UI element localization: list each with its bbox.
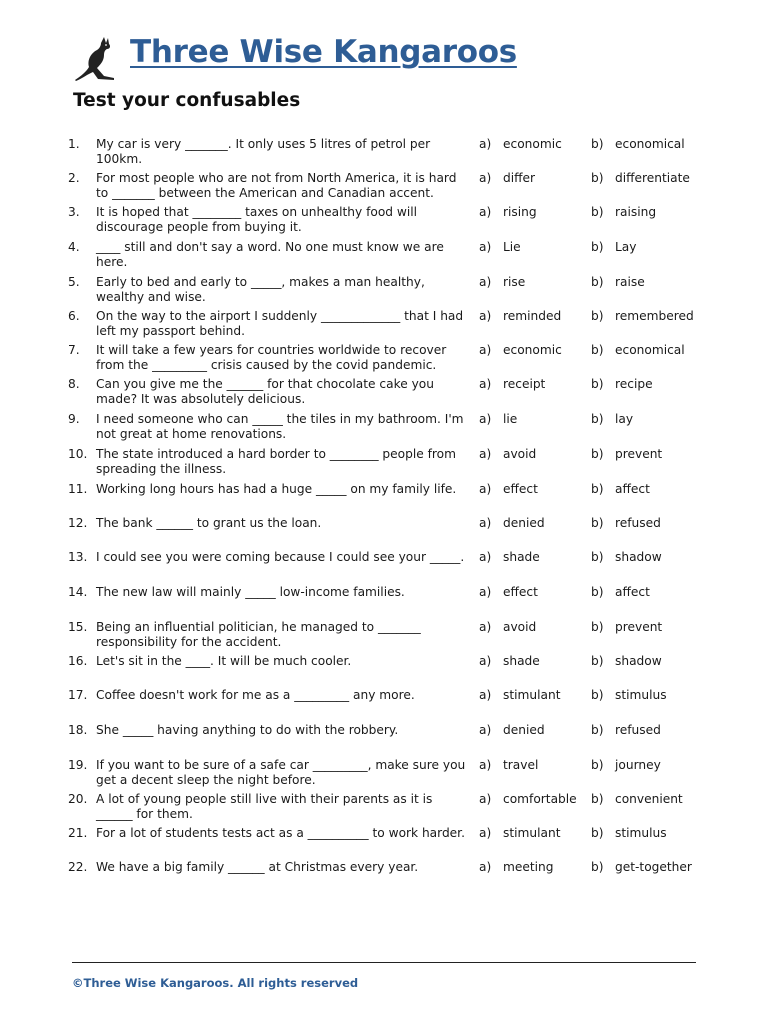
- option-b: lay: [615, 412, 634, 426]
- option-a: denied: [503, 516, 545, 530]
- option-a-label: a): [479, 482, 492, 496]
- option-b-label: b): [591, 482, 604, 496]
- option-b: shadow: [615, 654, 662, 668]
- option-b-label: b): [591, 205, 604, 219]
- option-b: Lay: [615, 240, 637, 254]
- option-a-label: a): [479, 412, 492, 426]
- option-b-label: b): [591, 585, 604, 599]
- option-a-label: a): [479, 826, 492, 840]
- question-number: 16.: [68, 654, 88, 668]
- option-a: shade: [503, 654, 540, 668]
- question-text: I need someone who can _____ the tiles in my bathroom. I'm not great at home renovations.: [96, 412, 464, 441]
- option-a: denied: [503, 723, 545, 737]
- option-a: meeting: [503, 860, 554, 874]
- option-b-label: b): [591, 620, 604, 634]
- question-text: The state introduced a hard border to ________ people from spreading the illness.: [96, 447, 456, 476]
- question-number: 2.: [68, 171, 80, 185]
- question-text: Can you give me the ______ for that chocolate cake you made? It was absolutely delicious.: [96, 377, 434, 406]
- question-text: A lot of young people still live with their parents as it is ______ for them.: [96, 792, 433, 821]
- question-text: If you want to be sure of a safe car _________, make sure you get a decent sleep the night before.: [96, 758, 466, 787]
- option-a-label: a): [479, 792, 492, 806]
- copyright-notice: ©Three Wise Kangaroos. All rights reserved: [72, 976, 359, 990]
- question-number: 8.: [68, 377, 80, 391]
- brand-title[interactable]: Three Wise Kangaroos: [130, 34, 517, 70]
- page-title: Test your confusables: [73, 90, 301, 111]
- question-text: It is hoped that ________ taxes on unhealthy food will discourage people from buying it.: [96, 205, 418, 234]
- question-text: My car is very _______. It only uses 5 litres of petrol per 100km.: [96, 137, 431, 166]
- question-text: On the way to the airport I suddenly _____________ that I had left my passport behind.: [96, 309, 464, 338]
- question-text: It will take a few years for countries worldwide to recover from the _________ crisis caused by the covid pandemic.: [96, 343, 447, 372]
- option-a-label: a): [479, 240, 492, 254]
- question-number: 21.: [68, 826, 88, 840]
- question-number: 20.: [68, 792, 88, 806]
- option-a-label: a): [479, 275, 492, 289]
- option-b: get-together: [615, 860, 692, 874]
- question-text: The new law will mainly _____ low-income families.: [96, 585, 405, 599]
- option-a: receipt: [503, 377, 546, 391]
- question-number: 14.: [68, 585, 88, 599]
- option-a-label: a): [479, 860, 492, 874]
- option-b-label: b): [591, 137, 604, 151]
- option-b-label: b): [591, 412, 604, 426]
- option-a: economic: [503, 343, 562, 357]
- question-number: 6.: [68, 309, 80, 323]
- option-a-label: a): [479, 516, 492, 530]
- option-a-label: a): [479, 654, 492, 668]
- option-a-label: a): [479, 447, 492, 461]
- option-b-label: b): [591, 377, 604, 391]
- question-text: Working long hours has had a huge _____ on my family life.: [96, 482, 457, 496]
- option-a: avoid: [503, 620, 537, 634]
- footer-divider: [72, 962, 696, 963]
- option-a: effect: [503, 482, 538, 496]
- question-text: The bank ______ to grant us the loan.: [96, 516, 322, 530]
- option-a-label: a): [479, 137, 492, 151]
- question-number: 4.: [68, 240, 80, 254]
- option-b: raise: [615, 275, 645, 289]
- option-b-label: b): [591, 171, 604, 185]
- option-b: journey: [615, 758, 661, 772]
- question-number: 15.: [68, 620, 88, 634]
- question-number: 9.: [68, 412, 80, 426]
- option-b-label: b): [591, 654, 604, 668]
- question-text: We have a big family ______ at Christmas every year.: [96, 860, 419, 874]
- question-number: 10.: [68, 447, 88, 461]
- question-text: Early to bed and early to _____, makes a man healthy, wealthy and wise.: [96, 275, 425, 304]
- header: [74, 34, 714, 84]
- option-b: convenient: [615, 792, 683, 806]
- option-b: economical: [615, 137, 685, 151]
- option-b: prevent: [615, 447, 663, 461]
- question-text: She _____ having anything to do with the robbery.: [96, 723, 399, 737]
- option-a: reminded: [503, 309, 562, 323]
- option-b: shadow: [615, 550, 662, 564]
- option-a: economic: [503, 137, 562, 151]
- question-number: 19.: [68, 758, 88, 772]
- option-b: affect: [615, 585, 650, 599]
- option-a: rise: [503, 275, 526, 289]
- option-b-label: b): [591, 688, 604, 702]
- option-b: prevent: [615, 620, 663, 634]
- option-b-label: b): [591, 550, 604, 564]
- option-b: refused: [615, 723, 661, 737]
- option-b-label: b): [591, 343, 604, 357]
- option-b: affect: [615, 482, 650, 496]
- option-a-label: a): [479, 377, 492, 391]
- option-b: economical: [615, 343, 685, 357]
- option-b: stimulus: [615, 826, 667, 840]
- option-a-label: a): [479, 688, 492, 702]
- option-a: travel: [503, 758, 539, 772]
- question-number: 18.: [68, 723, 88, 737]
- question-text: Let's sit in the ____. It will be much cooler.: [96, 654, 352, 668]
- option-a-label: a): [479, 620, 492, 634]
- question-text: For a lot of students tests act as a __________ to work harder.: [96, 826, 465, 840]
- option-b-label: b): [591, 275, 604, 289]
- option-a: avoid: [503, 447, 537, 461]
- question-text: Being an influential politician, he managed to _______ responsibility for the accident.: [96, 620, 421, 649]
- option-a: shade: [503, 550, 540, 564]
- question-number: 13.: [68, 550, 88, 564]
- option-b: recipe: [615, 377, 653, 391]
- option-b-label: b): [591, 792, 604, 806]
- question-number: 3.: [68, 205, 80, 219]
- option-a: Lie: [503, 240, 521, 254]
- option-b-label: b): [591, 758, 604, 772]
- option-a-label: a): [479, 758, 492, 772]
- option-b: raising: [615, 205, 657, 219]
- question-number: 7.: [68, 343, 80, 357]
- option-b-label: b): [591, 723, 604, 737]
- option-b-label: b): [591, 309, 604, 323]
- question-text: ____ still and don't say a word. No one must know we are here.: [96, 240, 444, 269]
- option-b-label: b): [591, 860, 604, 874]
- option-b: remembered: [615, 309, 694, 323]
- option-b: refused: [615, 516, 661, 530]
- option-a: effect: [503, 585, 538, 599]
- option-a-label: a): [479, 585, 492, 599]
- question-number: 12.: [68, 516, 88, 530]
- question-text: Coffee doesn't work for me as a _________ any more.: [96, 688, 415, 702]
- question-number: 1.: [68, 137, 80, 151]
- question-text: I could see you were coming because I could see your _____.: [96, 550, 465, 564]
- option-a-label: a): [479, 309, 492, 323]
- option-a: rising: [503, 205, 537, 219]
- option-a: stimulant: [503, 826, 561, 840]
- option-a: lie: [503, 412, 518, 426]
- option-a-label: a): [479, 205, 492, 219]
- option-a-label: a): [479, 343, 492, 357]
- option-b: differentiate: [615, 171, 690, 185]
- question-number: 5.: [68, 275, 80, 289]
- option-b: stimulus: [615, 688, 667, 702]
- question-text: For most people who are not from North America, it is hard to _______ between the American and Canadian accent.: [96, 171, 457, 200]
- question-number: 22.: [68, 860, 88, 874]
- option-a: comfortable: [503, 792, 577, 806]
- option-b-label: b): [591, 516, 604, 530]
- question-number: 17.: [68, 688, 88, 702]
- option-a: differ: [503, 171, 536, 185]
- option-a: stimulant: [503, 688, 561, 702]
- option-a-label: a): [479, 550, 492, 564]
- option-b-label: b): [591, 240, 604, 254]
- question-number: 11.: [68, 482, 88, 496]
- kangaroo-icon: [74, 34, 122, 82]
- option-b-label: b): [591, 826, 604, 840]
- option-a-label: a): [479, 723, 492, 737]
- option-b-label: b): [591, 447, 604, 461]
- option-a-label: a): [479, 171, 492, 185]
